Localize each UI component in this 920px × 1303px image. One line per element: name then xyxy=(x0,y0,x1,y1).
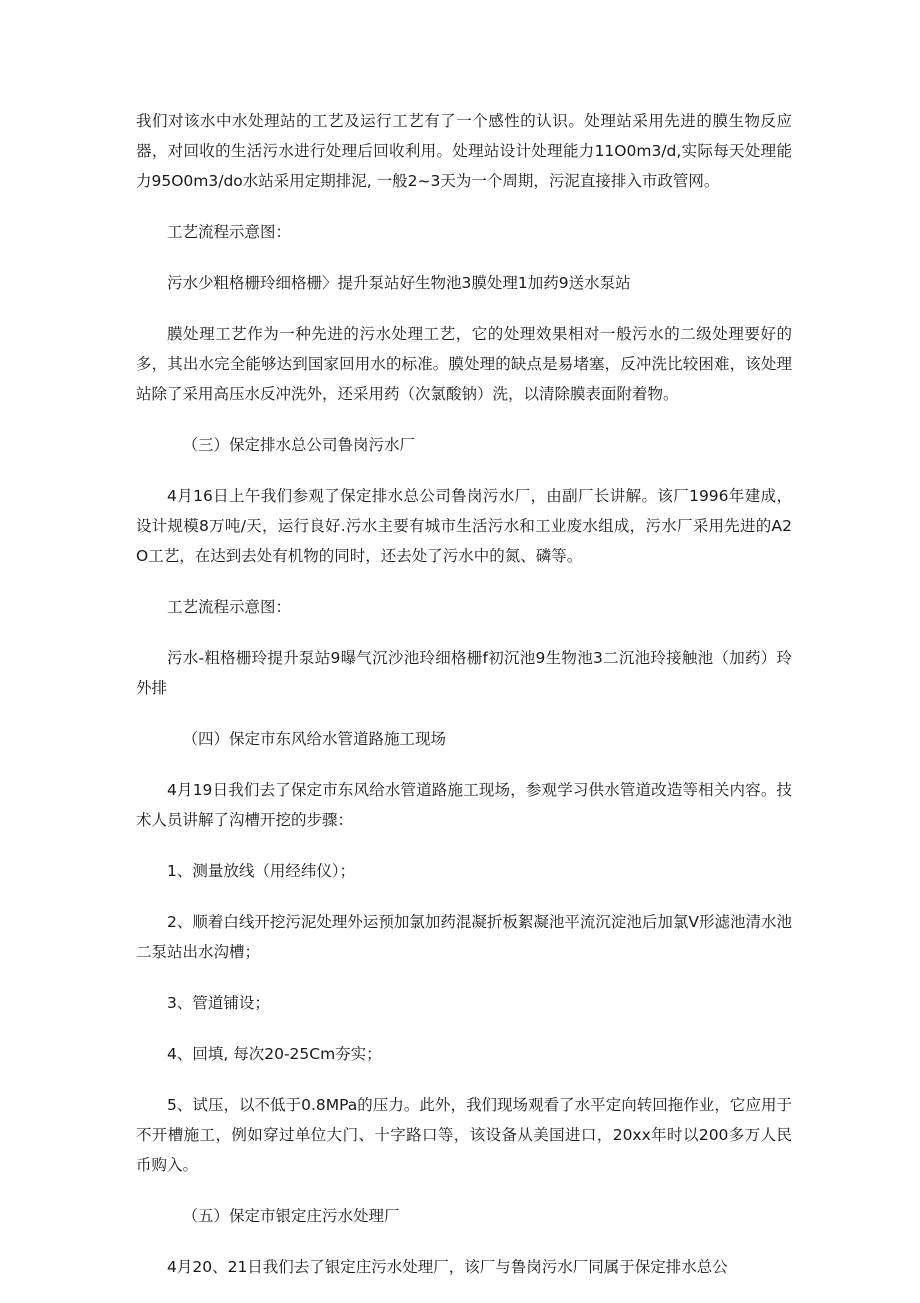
paragraph-flow-label-2: 工艺流程示意图： xyxy=(167,598,292,616)
paragraph-flow-label-1: 工艺流程示意图： xyxy=(167,223,292,241)
list-item-1: 1、测量放线（用经纬仪）； xyxy=(167,862,356,880)
paragraph-dongfeng: 4月19日我们去了保定市东风给水管道路施工现场，参观学习供水管道改造等相关内容。技术人员讲解了沟槽开挖的步骤： xyxy=(136,781,792,829)
paragraph-membrane: 膜处理工艺作为一种先进的污水处理工艺，它的处理效果相对一般污水的二级处理要好的多，其出水完全能够达到国家回用水的标准。膜处理的缺点是易堵塞，反冲洗比较困难，该处理站除了采用高压水反冲洗外，还采用药（次氯酸钠）洗，以清除膜表面附着物。 xyxy=(136,325,792,403)
list-item-4: 4、回填, 每次20-25Cm夯实； xyxy=(167,1045,382,1063)
list-item-5: 5、试压，以不低于0.8MPa的压力。此外，我们现场观看了水平定向转回拖作业，它应用于不开槽施工，例如穿过单位大门、十字路口等，该设备从美国进口，20xx年时以200多万人民币购入。 xyxy=(136,1096,792,1174)
section-heading-3: （三）保定排水总公司鲁岗污水厂 xyxy=(182,436,416,454)
paragraph-flow-2: 污水-粗格栅玲提升泵站9曝气沉沙池玲细格栅f初沉池9生物池3二沉池玲接触池（加药）玲外排 xyxy=(136,649,792,697)
paragraph-yindingzhuang: 4月20、21日我们去了银定庄污水处理厂，该厂与鲁岗污水厂同属于保定排水总公 xyxy=(167,1258,728,1276)
section-heading-5: （五）保定市银定庄污水处理厂 xyxy=(182,1207,400,1225)
paragraph-intro: 我们对该水中水处理站的工艺及运行工艺有了一个感性的认识。处理站采用先进的膜生物反应器，对回收的生活污水进行处理后回收利用。处理站设计处理能力11O0m3/d,实际每天处理能力95O0m3/do水站采用定期排泥, 一般2~3天为一个周期，污泥直接排入市政管网。 xyxy=(136,112,792,190)
paragraph-lugang: 4月16日上午我们参观了保定排水总公司鲁岗污水厂，由副厂长讲解。该厂1996年建成，设计规模8万吨/天，运行良好.污水主要有城市生活污水和工业废水组成，污水厂采用先进的A2O工艺，在达到去处有机物的同时，还去处了污水中的氮、磷等。 xyxy=(136,487,792,565)
list-item-2: 2、顺着白线开挖污泥处理外运预加氯加药混凝折板絮凝池平流沉淀池后加氯V形滤池清水池二泵站出水沟槽； xyxy=(136,913,792,961)
paragraph-flow-1: 污水少粗格栅玲细格栅〉提升泵站好生物池3膜处理1加药9送水泵站 xyxy=(167,274,631,292)
document-body xyxy=(136,106,792,1303)
list-item-3: 3、管道铺设； xyxy=(167,994,270,1012)
section-heading-4: （四）保定市东风给水管道路施工现场 xyxy=(182,730,447,748)
